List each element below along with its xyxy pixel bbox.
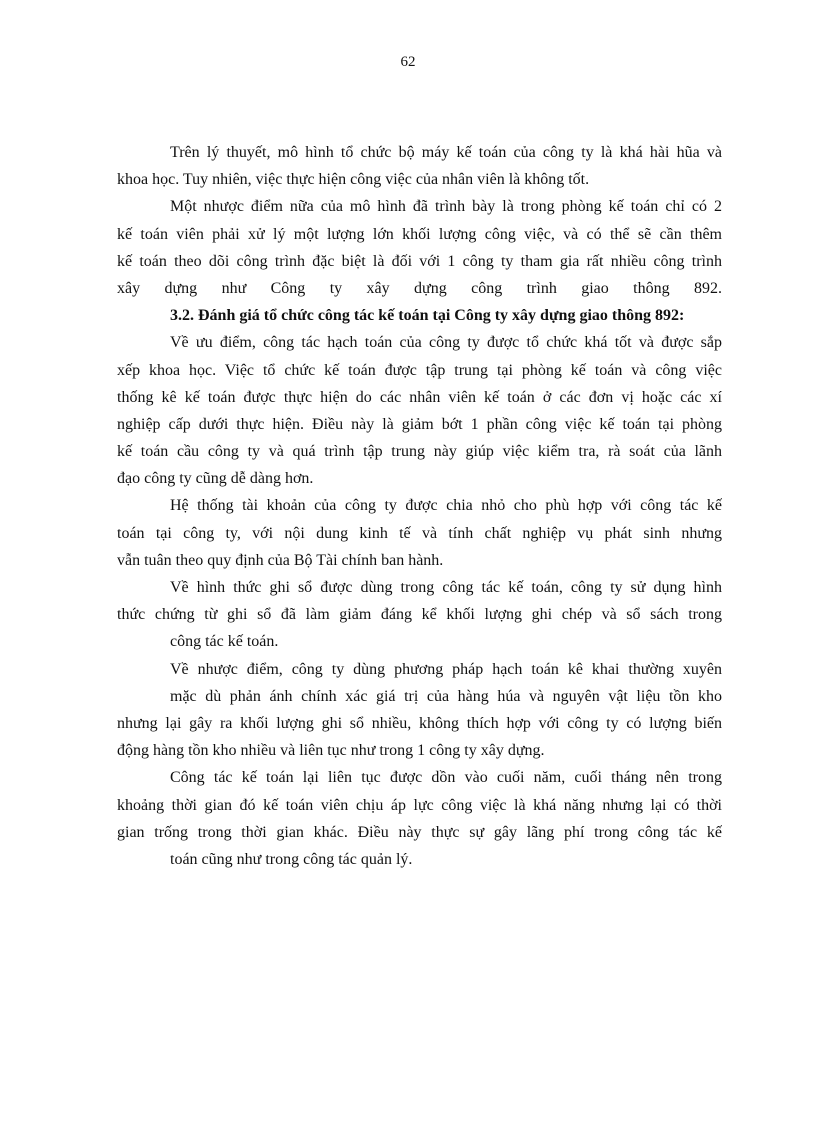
section-heading: 3.2. Đánh giá tổ chức công tác kế toán tại Công ty xây dựng giao thông 892: [170,307,685,325]
text-line: Về hình thức ghi sổ được dùng trong công tác kế toán, công ty sử dụng hình [170,579,722,596]
text-line: khoa học. Tuy nhiên, việc thực hiện công việc của nhân viên là không tốt. [117,171,590,189]
text-line: động hàng tồn kho nhiều và liên tục như trong 1 công ty xây dựng. [117,742,545,760]
text-line: công tác kế toán. [170,633,279,651]
text-line: thống kê kế toán được thực hiện do các nhân viên kế toán ở các đơn vị hoặc các xí [117,388,722,406]
text-line: kế toán viên phải xử lý một lượng lớn khối lượng công việc, và có thể sẽ cần thêm [117,225,722,243]
text-line: toán cũng như trong công tác quản lý. [170,850,413,868]
text-line: xếp khoa học. Việc tổ chức kế toán được tập trung tại phòng kế toán và công việc [117,361,722,379]
text-line: đạo công ty cũng dễ dàng hơn. [117,470,314,488]
text-line: Trên lý thuyết, mô hình tổ chức bộ máy kế toán của công ty là khá hài hũa và [170,144,722,161]
text-line: kế toán cầu công ty và quá trình tập trung này giúp việc kiểm tra, rà soát của lãnh [117,443,722,461]
text-line: nghiệp cấp dưới thực hiện. Điều này là giảm bớt 1 phần công việc kế toán tại phòng [117,415,722,433]
text-line: xây dựng như Công ty xây dựng công trình giao thông 892. [117,279,722,297]
text-line: Một nhược điểm nữa của mô hình đã trình bày là trong phòng kế toán chỉ có 2 [170,198,722,216]
text-line: thức chứng từ ghi sổ đã làm giảm đáng kể khối lượng ghi chép và sổ sách trong [117,606,722,624]
text-line: Công tác kế toán lại liên tục được dồn vào cuối năm, cuối tháng nên trong [170,769,722,787]
text-line: Về ưu điểm, công tác hạch toán của công ty được tổ chức khá tốt và được sắp [170,334,722,352]
text-line: nhưng lại gây ra khối lượng ghi sổ nhiều, không thích hợp với công ty có lượng biến [117,714,722,732]
text-line: Hệ thống tài khoản của công ty được chia nhỏ cho phù hợp với công tác kế [170,497,722,515]
text-line: mặc dù phản ánh chính xác giá trị của hàng húa và nguyên vật liệu tồn kho [170,687,722,705]
text-line: khoảng thời gian đó kế toán viên chịu áp lực công việc là khá năng nhưng lại có thời [117,796,722,814]
body-text [117,139,722,873]
text-line: Về nhược điểm, công ty dùng phương pháp hạch toán kê khai thường xuyên [170,660,722,678]
text-line: gian trống trong thời gian khác. Điều này thực sự gây lãng phí trong công tác kế [117,823,722,841]
page-number: 62 [400,54,416,70]
text-line: kế toán theo dõi công trình đặc biệt là đối với 1 công ty tham gia rất nhiều công trình [117,252,722,270]
text-line: vẫn tuân theo quy định của Bộ Tài chính ban hành. [117,551,444,569]
text-line: toán tại công ty, với nội dung kinh tế và tính chất nghiệp vụ phát sinh nhưng [117,524,722,542]
